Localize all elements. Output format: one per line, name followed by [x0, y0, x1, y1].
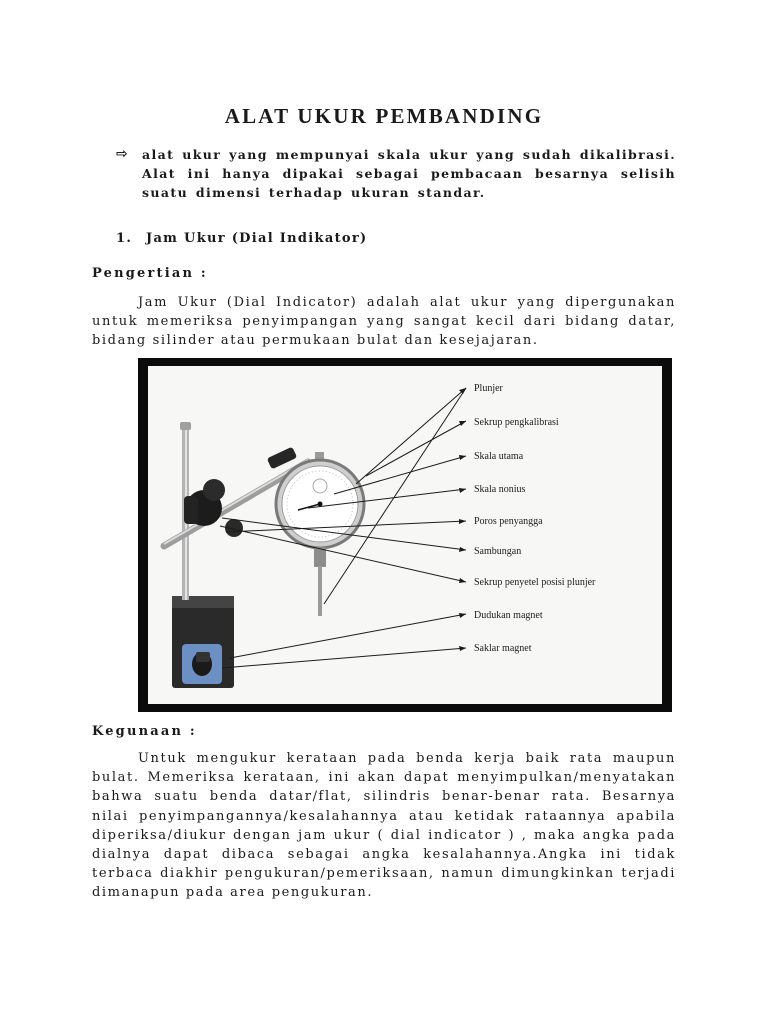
- label-poros-penyangga: Poros penyangga: [474, 516, 543, 527]
- intro-text: alat ukur yang mempunyai skala ukur yang sudah dikalibrasi. Alat ini hanya dipakai sebagai pembacaan besarnya selisih suatu dimensi terhadap ukuran standar.: [142, 147, 676, 200]
- kegunaan-label: Kegunaan :: [92, 724, 197, 739]
- pengertian-label: Pengertian :: [92, 266, 208, 281]
- label-sekrup-pengkalibrasi: Sekrup pengkalibrasi: [474, 417, 559, 428]
- label-sekrup-penyetel: Sekrup penyetel posisi plunjer: [474, 577, 596, 588]
- dial-indicator-diagram: [138, 358, 672, 712]
- section-heading: [116, 231, 367, 246]
- label-plunjer: Plunjer: [474, 383, 503, 394]
- label-skala-nonius: Skala nonius: [474, 484, 526, 495]
- intro-bullet: [116, 145, 676, 202]
- label-skala-utama: Skala utama: [474, 451, 524, 462]
- dial-indicator-figure: [138, 358, 672, 712]
- section-title: Jam Ukur (Dial Indikator): [146, 231, 368, 246]
- pengertian-paragraph: Jam Ukur (Dial Indicator) adalah alat ukur yang dipergunakan untuk memeriksa penyimpangan yang sangat kecil dari bidang datar, bidang silinder atau permukaan bulat dan kesejajaran.: [92, 295, 676, 349]
- section-number: 1.: [116, 231, 133, 246]
- page-title: ALAT UKUR PEMBANDING: [224, 104, 544, 128]
- hollow-right-arrow-icon: ⇨: [116, 146, 128, 162]
- kegunaan-paragraph: Untuk mengukur kerataan pada benda kerja baik rata maupun bulat. Memeriksa kerataan, ini akan dapat menyimpulkan/menyatakan bahwa suatu benda datar/flat, silindris benar-benar rata. Besarnya nilai penyimpangannya/kesalahannya atau ketidak rataannya apabila diperiksa/diukur dengan jam ukur ( dial indicator ) , maka angka pada dialnya dapat dibaca sebagai angka kesalahannya.Angka ini tidak terbaca diakhir pengukuran/pemeriksaan, namun dimungkinkan terjadi dimanapun pada area pengukuran.: [92, 751, 676, 901]
- plunger: [318, 566, 322, 616]
- label-sambungan: Sambungan: [474, 546, 522, 557]
- label-saklar-magnet: Saklar magnet: [474, 643, 532, 654]
- label-dudukan-magnet: Dudukan magnet: [474, 610, 543, 621]
- magnetic-base: [172, 596, 234, 688]
